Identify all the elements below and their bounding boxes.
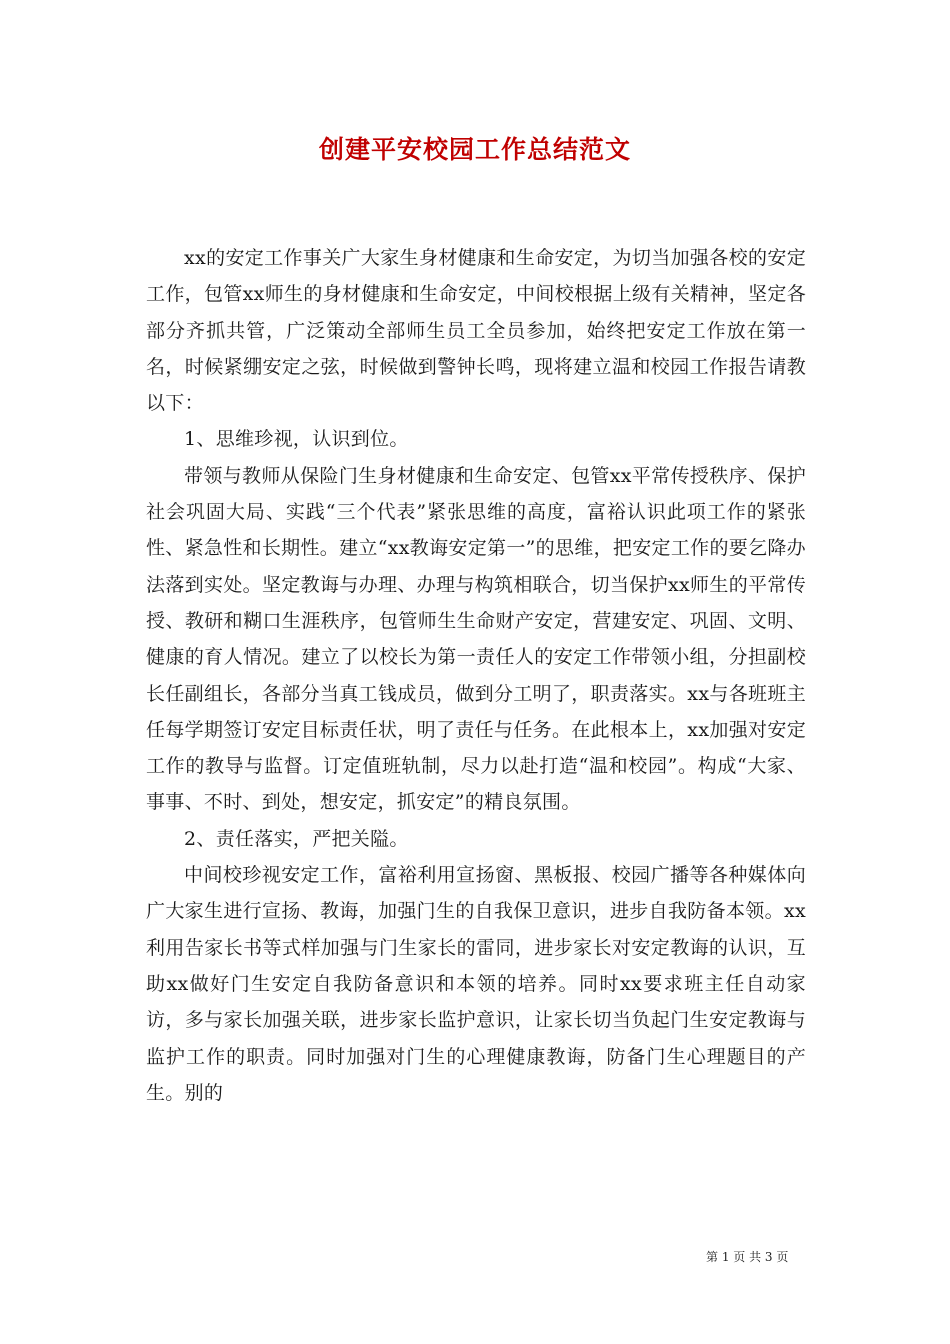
section-heading-1: 1、思维珍视，认识到位。 [184, 428, 409, 451]
page-number-footer: 第 1 页 共 3 页 [706, 1250, 789, 1264]
paragraph-section-1: 带领与教师从保险门生身材健康和生命安定、包管xx平常传授秩序、保护社会巩固大局、实践“三个代表”紧张思维的高度，富裕认识此项工作的紧张性、紧急性和长期性。建立“xx教诲安定第一”的思维，把安定工作的要乞降办法落到实处。坚定教诲与办理、办理与构筑相联合，切当保护xx师生的平常传授、教研和糊口生涯秩序，包管师生生命财产安定，营建安定、巩固、文明、健康的育人情况。建立了以校长为第一责任人的安定工作带领小组，分担副校长任副组长，各部分当真工钱成员，做到分工明了，职责落实。xx与各班班主任每学期签订安定目标责任状，明了责任与任务。在此根本上，xx加强对安定工作的教导与监督。订定值班轨制，尽力以赴打造“温和校园”。构成“大家、事事、不时、到处，想安定，抓安定”的精良氛围。 [146, 464, 806, 814]
paragraph-intro: xx的安定工作事关广大家生身材健康和生命安定，为切当加强各校的安定工作，包管xx师生的身材健康和生命安定，中间校根据上级有关精神，坚定各部分齐抓共管，广泛策动全部师生员工全员参加，始终把安定工作放在第一名，时候紧绷安定之弦，时候做到警钟长鸣，现将建立温和校园工作报告请教以下： [146, 247, 806, 415]
document-body [146, 240, 806, 1111]
paragraph-section-2: 中间校珍视安定工作，富裕利用宣扬窗、黑板报、校园广播等各种媒体向广大家生进行宣扬、教诲，加强门生的自我保卫意识，进步自我防备本领。xx利用告家长书等式样加强与门生家长的雷同，进步家长对安定教诲的认识，互助xx做好门生安定自我防备意识和本领的培养。同时xx要求班主任自动家访，多与家长加强关联，进步家长监护意识，让家长切当负起门生安定教诲与监护工作的职责。同时加强对门生的心理健康教诲，防备门生心理题目的产生。别的 [146, 864, 806, 1104]
section-heading-2: 2、责任落实，严把关隘。 [184, 827, 409, 850]
document-title: 创建平安校园工作总结范文 [318, 135, 631, 164]
